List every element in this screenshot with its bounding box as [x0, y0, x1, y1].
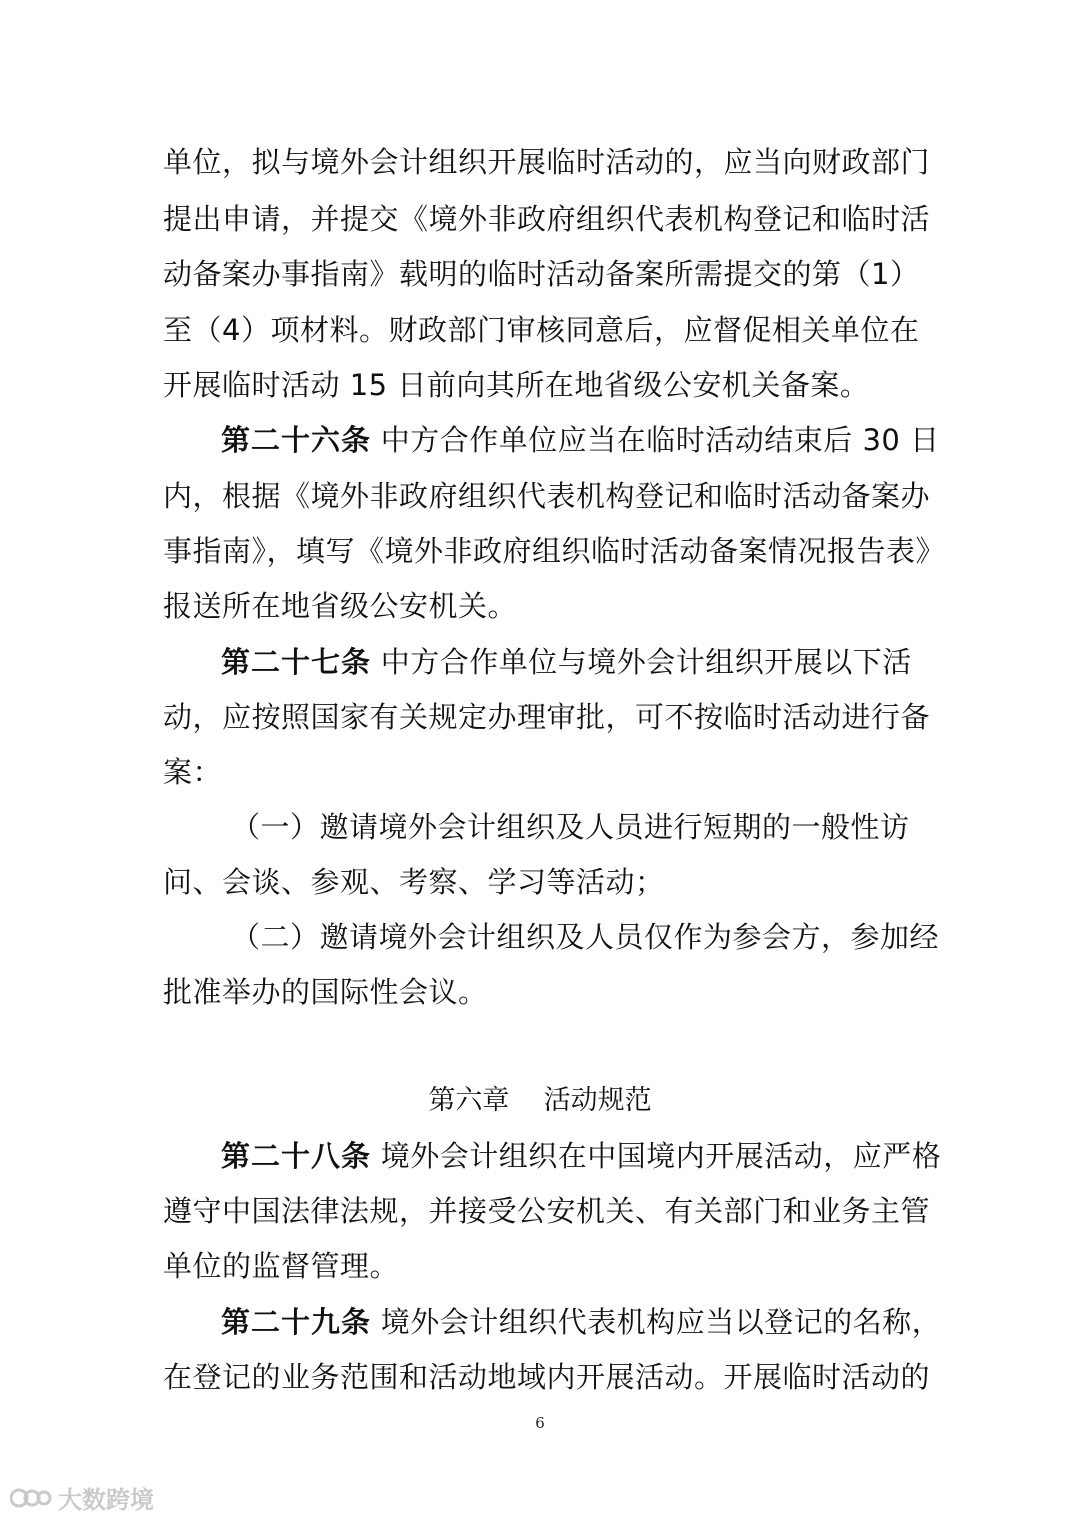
- text-line: 问、会谈、参观、考察、学习等活动；: [163, 865, 665, 899]
- text-line: 开展临时活动 15 日前向其所在地省级公安机关备案。: [163, 368, 870, 402]
- article-title: 第二十六条: [221, 423, 372, 457]
- article-27: [221, 642, 981, 682]
- watermark: [10, 1480, 154, 1515]
- chapter-heading: 第六章 活动规范: [428, 1085, 652, 1116]
- list-item: （一）邀请境外会计组织及人员进行短期的一般性访: [231, 810, 910, 844]
- text-line: 动备案办事指南》载明的临时活动备案所需提交的第（1）: [163, 257, 920, 291]
- page-number: 6: [535, 1414, 545, 1432]
- article-28: [221, 1136, 981, 1176]
- article-title: 第二十九条: [221, 1305, 372, 1339]
- text-line: 批准举办的国际性会议。: [163, 975, 488, 1009]
- article-26: [221, 420, 981, 460]
- article-title: 第二十八条: [221, 1139, 372, 1173]
- article-29: [221, 1302, 981, 1342]
- text-line: 报送所在地省级公安机关。: [163, 589, 518, 623]
- watermark-text: 大数跨境: [58, 1486, 154, 1514]
- article-text: 中方合作单位与境外会计组织开展以下活: [371, 645, 912, 679]
- article-text: 境外会计组织在中国境内开展活动，应严格: [371, 1139, 942, 1173]
- text-line: 至（4）项材料。财政部门审核同意后，应督促相关单位在: [163, 313, 920, 347]
- text-line: 提出申请，并提交《境外非政府组织代表机构登记和临时活: [163, 202, 931, 236]
- text-line: 在登记的业务范围和活动地域内开展活动。开展临时活动的: [163, 1360, 931, 1394]
- text-line: 动，应按照国家有关规定办理审批，可不按临时活动进行备: [163, 700, 931, 734]
- article-text: 境外会计组织代表机构应当以登记的名称，: [371, 1305, 942, 1339]
- text-line: 案：: [163, 755, 223, 789]
- text-line: 单位，拟与境外会计组织开展临时活动的，应当向财政部门: [163, 145, 931, 179]
- text-line: 事指南》，填写《境外非政府组织临时活动备案情况报告表》: [163, 534, 946, 568]
- text-line: 遵守中国法律法规，并接受公安机关、有关部门和业务主管: [163, 1194, 931, 1228]
- article-title: 第二十七条: [221, 645, 372, 679]
- list-item: （二）邀请境外会计组织及人员仅作为参会方，参加经: [231, 920, 940, 954]
- article-text: 中方合作单位应当在临时活动结束后 30 日: [371, 423, 940, 457]
- text-line: 单位的监督管理。: [163, 1249, 400, 1283]
- text-line: 内，根据《境外非政府组织代表机构登记和临时活动备案办: [163, 479, 931, 513]
- logo-icon: [10, 1485, 52, 1511]
